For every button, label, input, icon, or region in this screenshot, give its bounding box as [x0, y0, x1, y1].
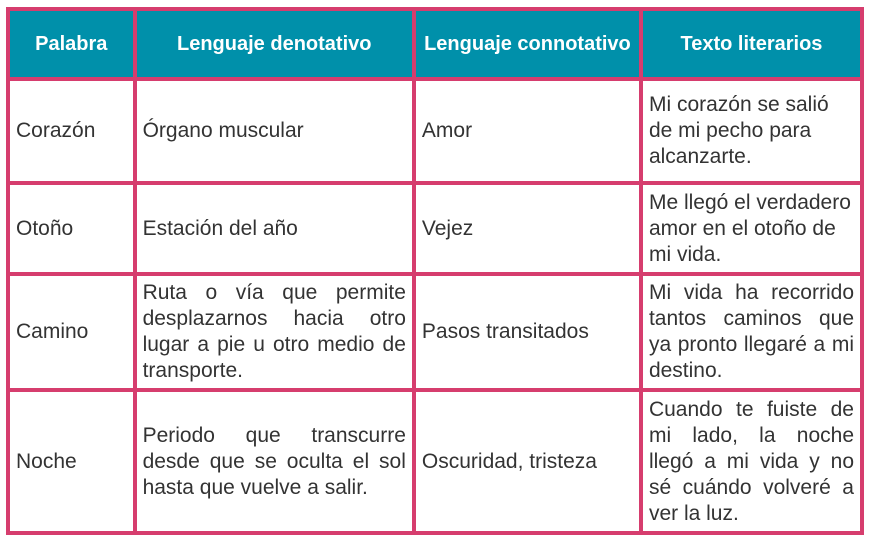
header-palabra: Palabra: [10, 11, 133, 77]
cell-palabra: Noche: [10, 392, 133, 531]
header-lenguaje-denotativo: Lenguaje denotativo: [137, 11, 412, 77]
cell-palabra: Camino: [10, 276, 133, 389]
vocabulary-table-frame: [6, 7, 864, 535]
table-row: [10, 276, 860, 389]
header-lenguaje-connotativo: Lenguaje connotativo: [416, 11, 639, 77]
table-row: [10, 392, 860, 531]
cell-denotativo: Ruta o vía que permite desplazarnos hacia otro lugar a pie u otro medio de transporte.: [137, 276, 412, 389]
cell-palabra: Otoño: [10, 185, 133, 271]
cell-connotativo: Oscuridad, tristeza: [416, 392, 639, 531]
cell-literario: Me llegó el verdadero amor en el otoño de mi vida.: [643, 185, 860, 271]
cell-palabra: Corazón: [10, 81, 133, 181]
cell-literario: Cuando te fuiste de mi lado, la noche llegó a mi vida y no sé cuándo volveré a ver la luz.: [643, 392, 860, 531]
table-row: [10, 185, 860, 271]
header-texto-literarios: Texto literarios: [643, 11, 860, 77]
cell-denotativo: Periodo que transcurre desde que se oculta el sol hasta que vuelve a salir.: [137, 392, 412, 531]
cell-connotativo: Vejez: [416, 185, 639, 271]
vocabulary-table: [6, 7, 864, 535]
table-row: [10, 81, 860, 181]
cell-literario: Mi corazón se salió de mi pecho para alcanzarte.: [643, 81, 860, 181]
cell-denotativo: Estación del año: [137, 185, 412, 271]
cell-connotativo: Amor: [416, 81, 639, 181]
cell-connotativo: Pasos transitados: [416, 276, 639, 389]
cell-literario: Mi vida ha recorrido tantos caminos que ya pronto llegaré a mi destino.: [643, 276, 860, 389]
cell-denotativo: Órgano muscular: [137, 81, 412, 181]
table-header-row: [10, 11, 860, 77]
